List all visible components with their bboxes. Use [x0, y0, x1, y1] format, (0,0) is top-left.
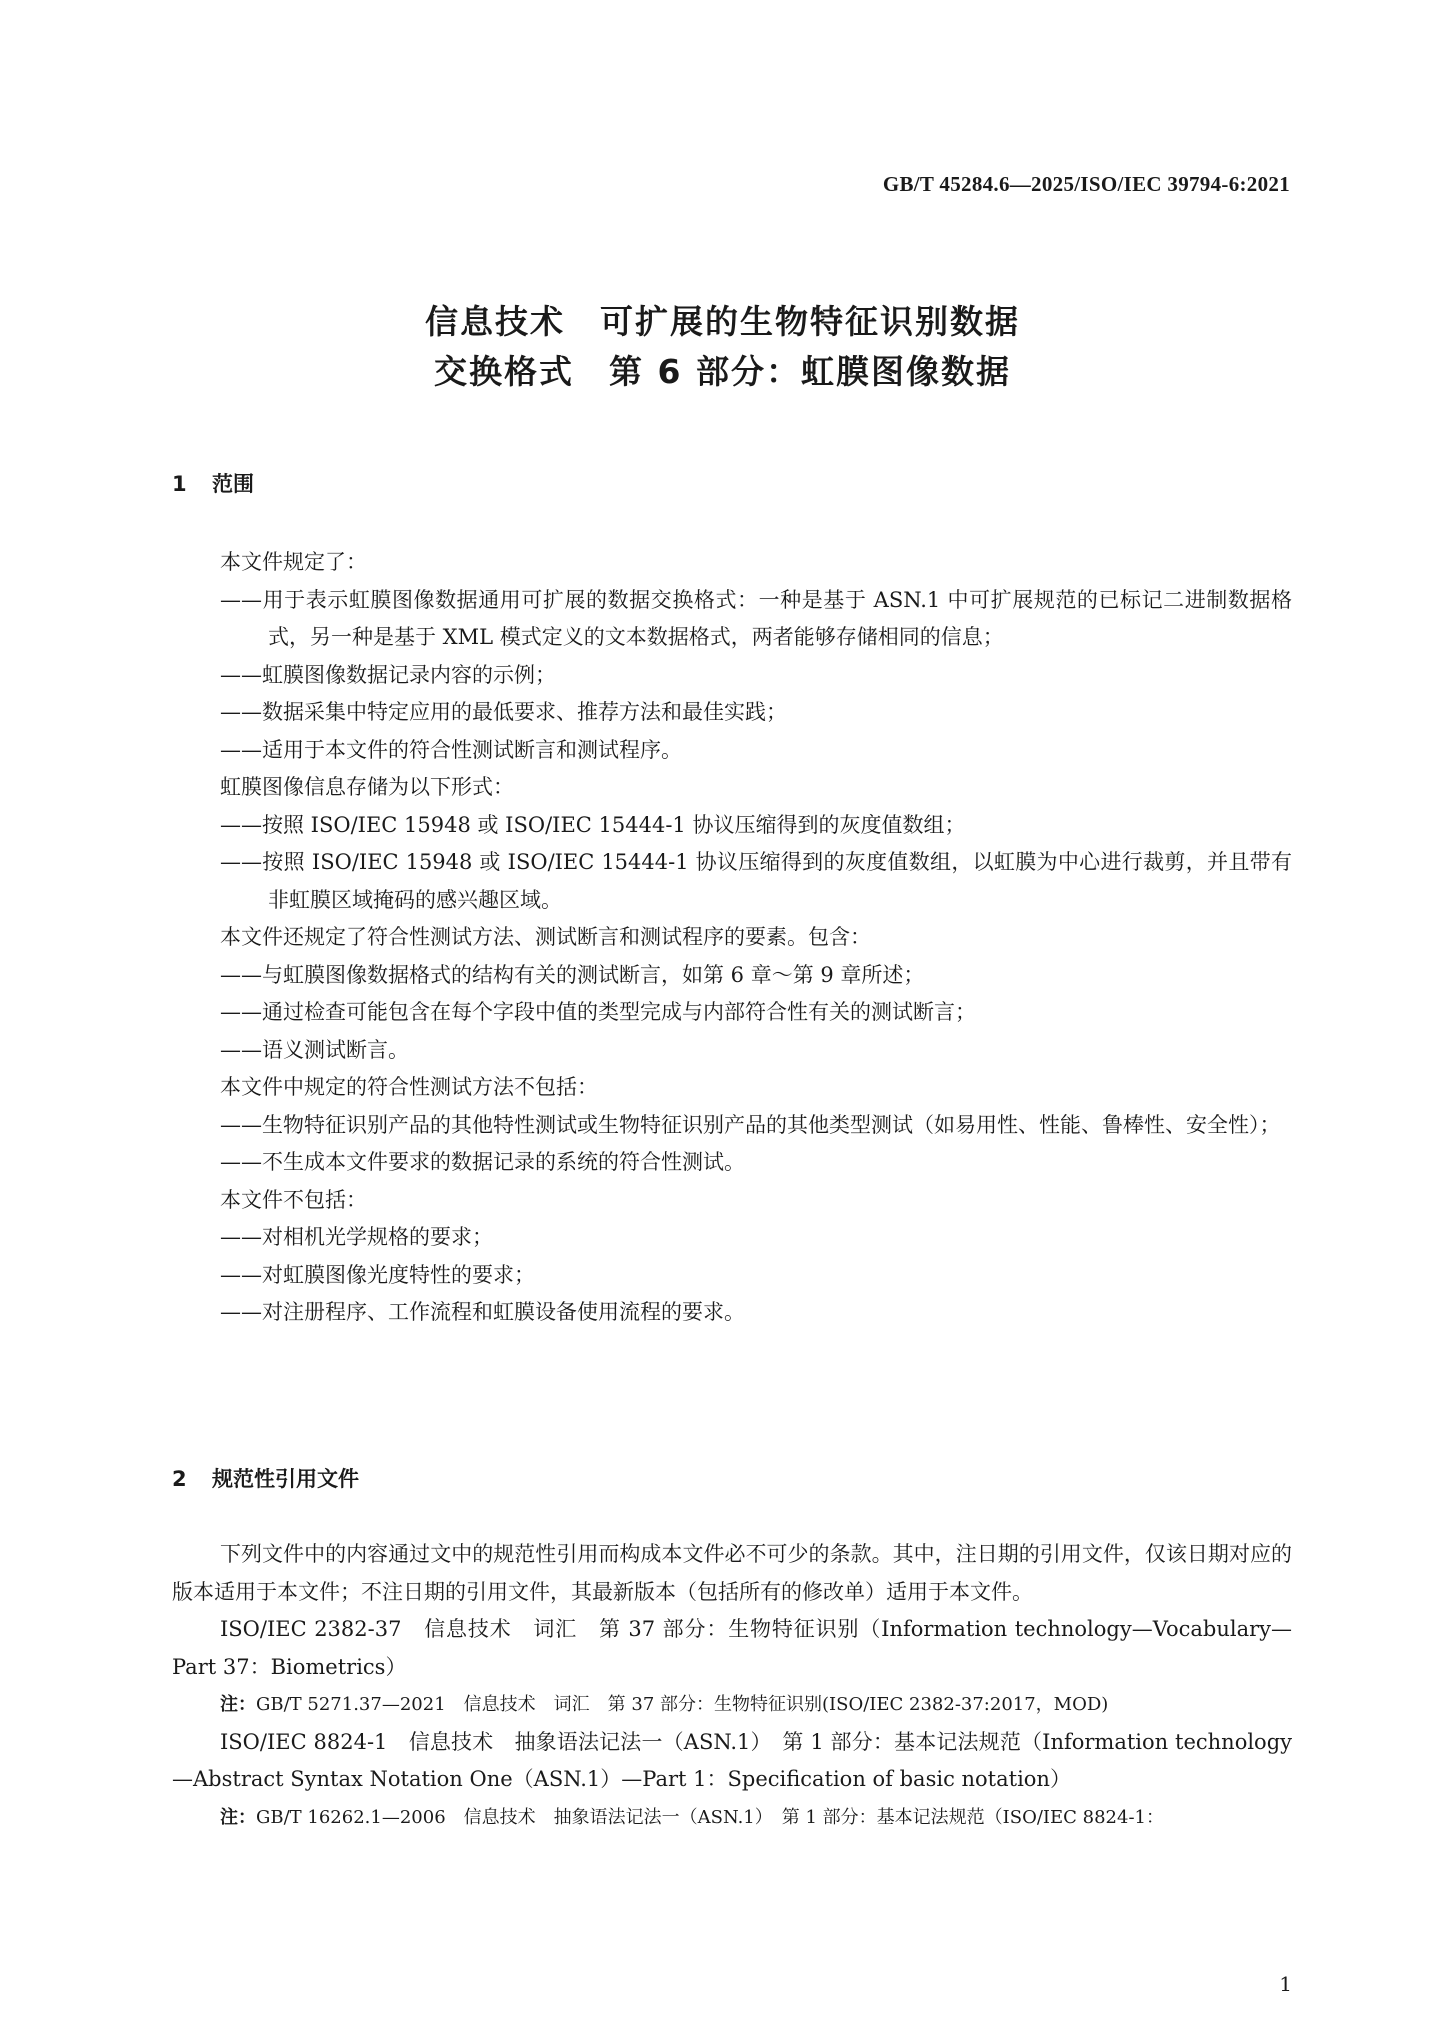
document-title-line1: 信息技术 可扩展的生物特征识别数据	[425, 302, 1020, 341]
note-text: GB/T 16262.1—2006 信息技术 抽象语法记法一（ASN.1） 第 1 部分：基本记法规范（ISO/IEC 8824-1：	[256, 1806, 1164, 1828]
list-item: ——对注册程序、工作流程和虹膜设备使用流程的要求。	[220, 1300, 745, 1324]
standard-code: GB/T 45284.6—2025/ISO/IEC 39794-6:2021	[882, 172, 1290, 196]
list-item: ——按照 ISO/IEC 15948 或 ISO/IEC 15444-1 协议压缩得到的灰度值数组；	[220, 812, 966, 837]
list-item: ——生物特征识别产品的其他特性测试或生物特征识别产品的其他类型测试（如易用性、性能、鲁棒性、安全性）；	[220, 1112, 1281, 1137]
section-heading-scope	[172, 468, 254, 498]
page-number: 1	[1279, 1972, 1292, 1996]
section-number: 1	[172, 472, 187, 496]
list-item: ——与虹膜图像数据格式的结构有关的测试断言，如第 6 章～第 9 章所述；	[220, 962, 925, 987]
reference-note	[220, 1799, 1292, 1837]
list-item: ——不生成本文件要求的数据记录的系统的符合性测试。	[220, 1150, 745, 1174]
list-item: ——虹膜图像数据记录内容的示例；	[220, 662, 556, 687]
note-label: 注：	[220, 1694, 256, 1715]
reference-note	[220, 1686, 1292, 1724]
list-item: ——对虹膜图像光度特性的要求；	[220, 1262, 535, 1287]
document-title-line2: 交换格式 第 6 部分：虹膜图像数据	[434, 352, 1011, 391]
section-title: 规范性引用文件	[212, 1467, 359, 1491]
paragraph: 下列文件中的内容通过文中的规范性引用而构成本文件必不可少的条款。其中，注日期的引用文件，仅该日期对应的版本适用于本文件；不注日期的引用文件，其最新版本（包括所有的修改单）适用于本文件。	[172, 1542, 1292, 1604]
paragraph: 本文件中规定的符合性测试方法不包括：	[220, 1075, 598, 1099]
list-item: ——语义测试断言。	[220, 1037, 409, 1062]
reference-item: ISO/IEC 8824-1 信息技术 抽象语法记法一（ASN.1） 第 1 部分：基本记法规范（Information technology—Abstract Syntax Notation One（ASN.1）—Part 1：Specification of basic notation）	[172, 1729, 1292, 1791]
list-item: ——适用于本文件的符合性测试断言和测试程序。	[220, 737, 682, 762]
list-item: ——数据采集中特定应用的最低要求、推荐方法和最佳实践；	[220, 700, 787, 724]
paragraph: 本文件规定了：	[220, 550, 367, 574]
paragraph: 本文件还规定了符合性测试方法、测试断言和测试程序的要素。包含：	[220, 925, 871, 949]
reference-item: ISO/IEC 2382-37 信息技术 词汇 第 37 部分：生物特征识别（Information technology—Vocabulary—Part 37：Biometrics）	[172, 1617, 1292, 1679]
note-label: 注：	[220, 1806, 256, 1828]
references-body	[172, 1536, 1292, 1836]
scope-body	[172, 544, 1292, 1332]
section-number: 2	[172, 1467, 187, 1491]
list-item: ——对相机光学规格的要求；	[220, 1225, 493, 1249]
list-item: ——按照 ISO/IEC 15948 或 ISO/IEC 15444-1 协议压缩得到的灰度值数组，以虹膜为中心进行裁剪，并且带有非虹膜区域掩码的感兴趣区域。	[220, 850, 1292, 912]
section-heading-normative-references	[172, 1463, 359, 1493]
list-item: ——用于表示虹膜图像数据通用可扩展的数据交换格式：一种是基于 ASN.1 中可扩展规范的已标记二进制数据格式，另一种是基于 XML 模式定义的文本数据格式，两者能够存储相同的信息；	[220, 587, 1292, 649]
paragraph: 虹膜图像信息存储为以下形式：	[220, 775, 514, 799]
list-item: ——通过检查可能包含在每个字段中值的类型完成与内部符合性有关的测试断言；	[220, 1000, 976, 1024]
paragraph: 本文件不包括：	[220, 1187, 367, 1212]
note-text: GB/T 5271.37—2021 信息技术 词汇 第 37 部分：生物特征识别(ISO/IEC 2382-37:2017，MOD)	[256, 1694, 1109, 1715]
section-title: 范围	[212, 472, 254, 496]
